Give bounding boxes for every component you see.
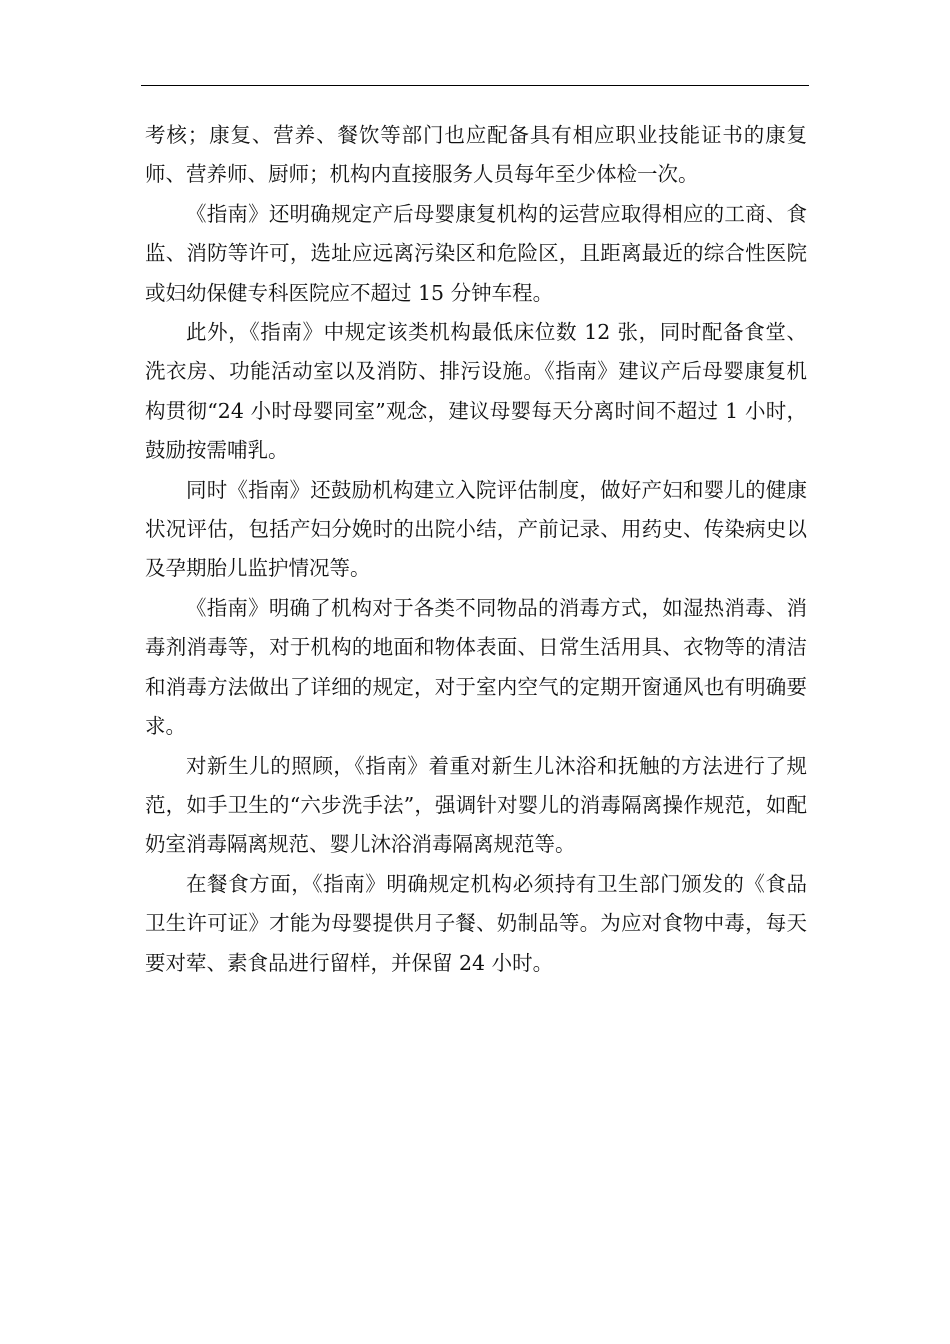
paragraph-1: 考核；康复、营养、餐饮等部门也应配备具有相应职业技能证书的康复师、营养师、厨师；机构内直接服务人员每年至少体检一次。 [145, 123, 807, 187]
header-rule [141, 85, 809, 86]
paragraph-6: 对新生儿的照顾，《指南》着重对新生儿沐浴和抚触的方法进行了规范，如手卫生的“六步洗手法”，强调针对婴儿的消毒隔离操作规范，如配奶室消毒隔离规范、婴儿沐浴消毒隔离规范等。 [145, 753, 807, 857]
paragraph-3: 此外，《指南》中规定该类机构最低床位数 12 张，同时配备食堂、洗衣房、功能活动室以及消防、排污设施。《指南》建议产后母婴康复机构贯彻“24 小时母婴同室”观念，建议母婴每天分离时间不超过 1 小时，鼓励按需哺乳。 [145, 320, 807, 463]
document-body [145, 116, 807, 983]
paragraph-5: 《指南》明确了机构对于各类不同物品的消毒方式，如湿热消毒、消毒剂消毒等，对于机构的地面和物体表面、日常生活用具、衣物等的清洁和消毒方法做出了详细的规定，对于室内空气的定期开窗通风也有明确要求。 [145, 595, 807, 739]
paragraph-2: 《指南》还明确规定产后母婴康复机构的运营应取得相应的工商、食监、消防等许可，选址应远离污染区和危险区，且距离最近的综合性医院或妇幼保健专科医院应不超过 15 分钟车程。 [145, 201, 807, 305]
paragraph-7: 在餐食方面，《指南》明确规定机构必须持有卫生部门颁发的《食品卫生许可证》才能为母婴提供月子餐、奶制品等。为应对食物中毒，每天要对荤、素食品进行留样，并保留 24 小时。 [145, 871, 807, 975]
paragraph-4: 同时《指南》还鼓励机构建立入院评估制度，做好产妇和婴儿的健康状况评估，包括产妇分娩时的出院小结，产前记录、用药史、传染病史以及孕期胎儿监护情况等。 [145, 477, 807, 581]
